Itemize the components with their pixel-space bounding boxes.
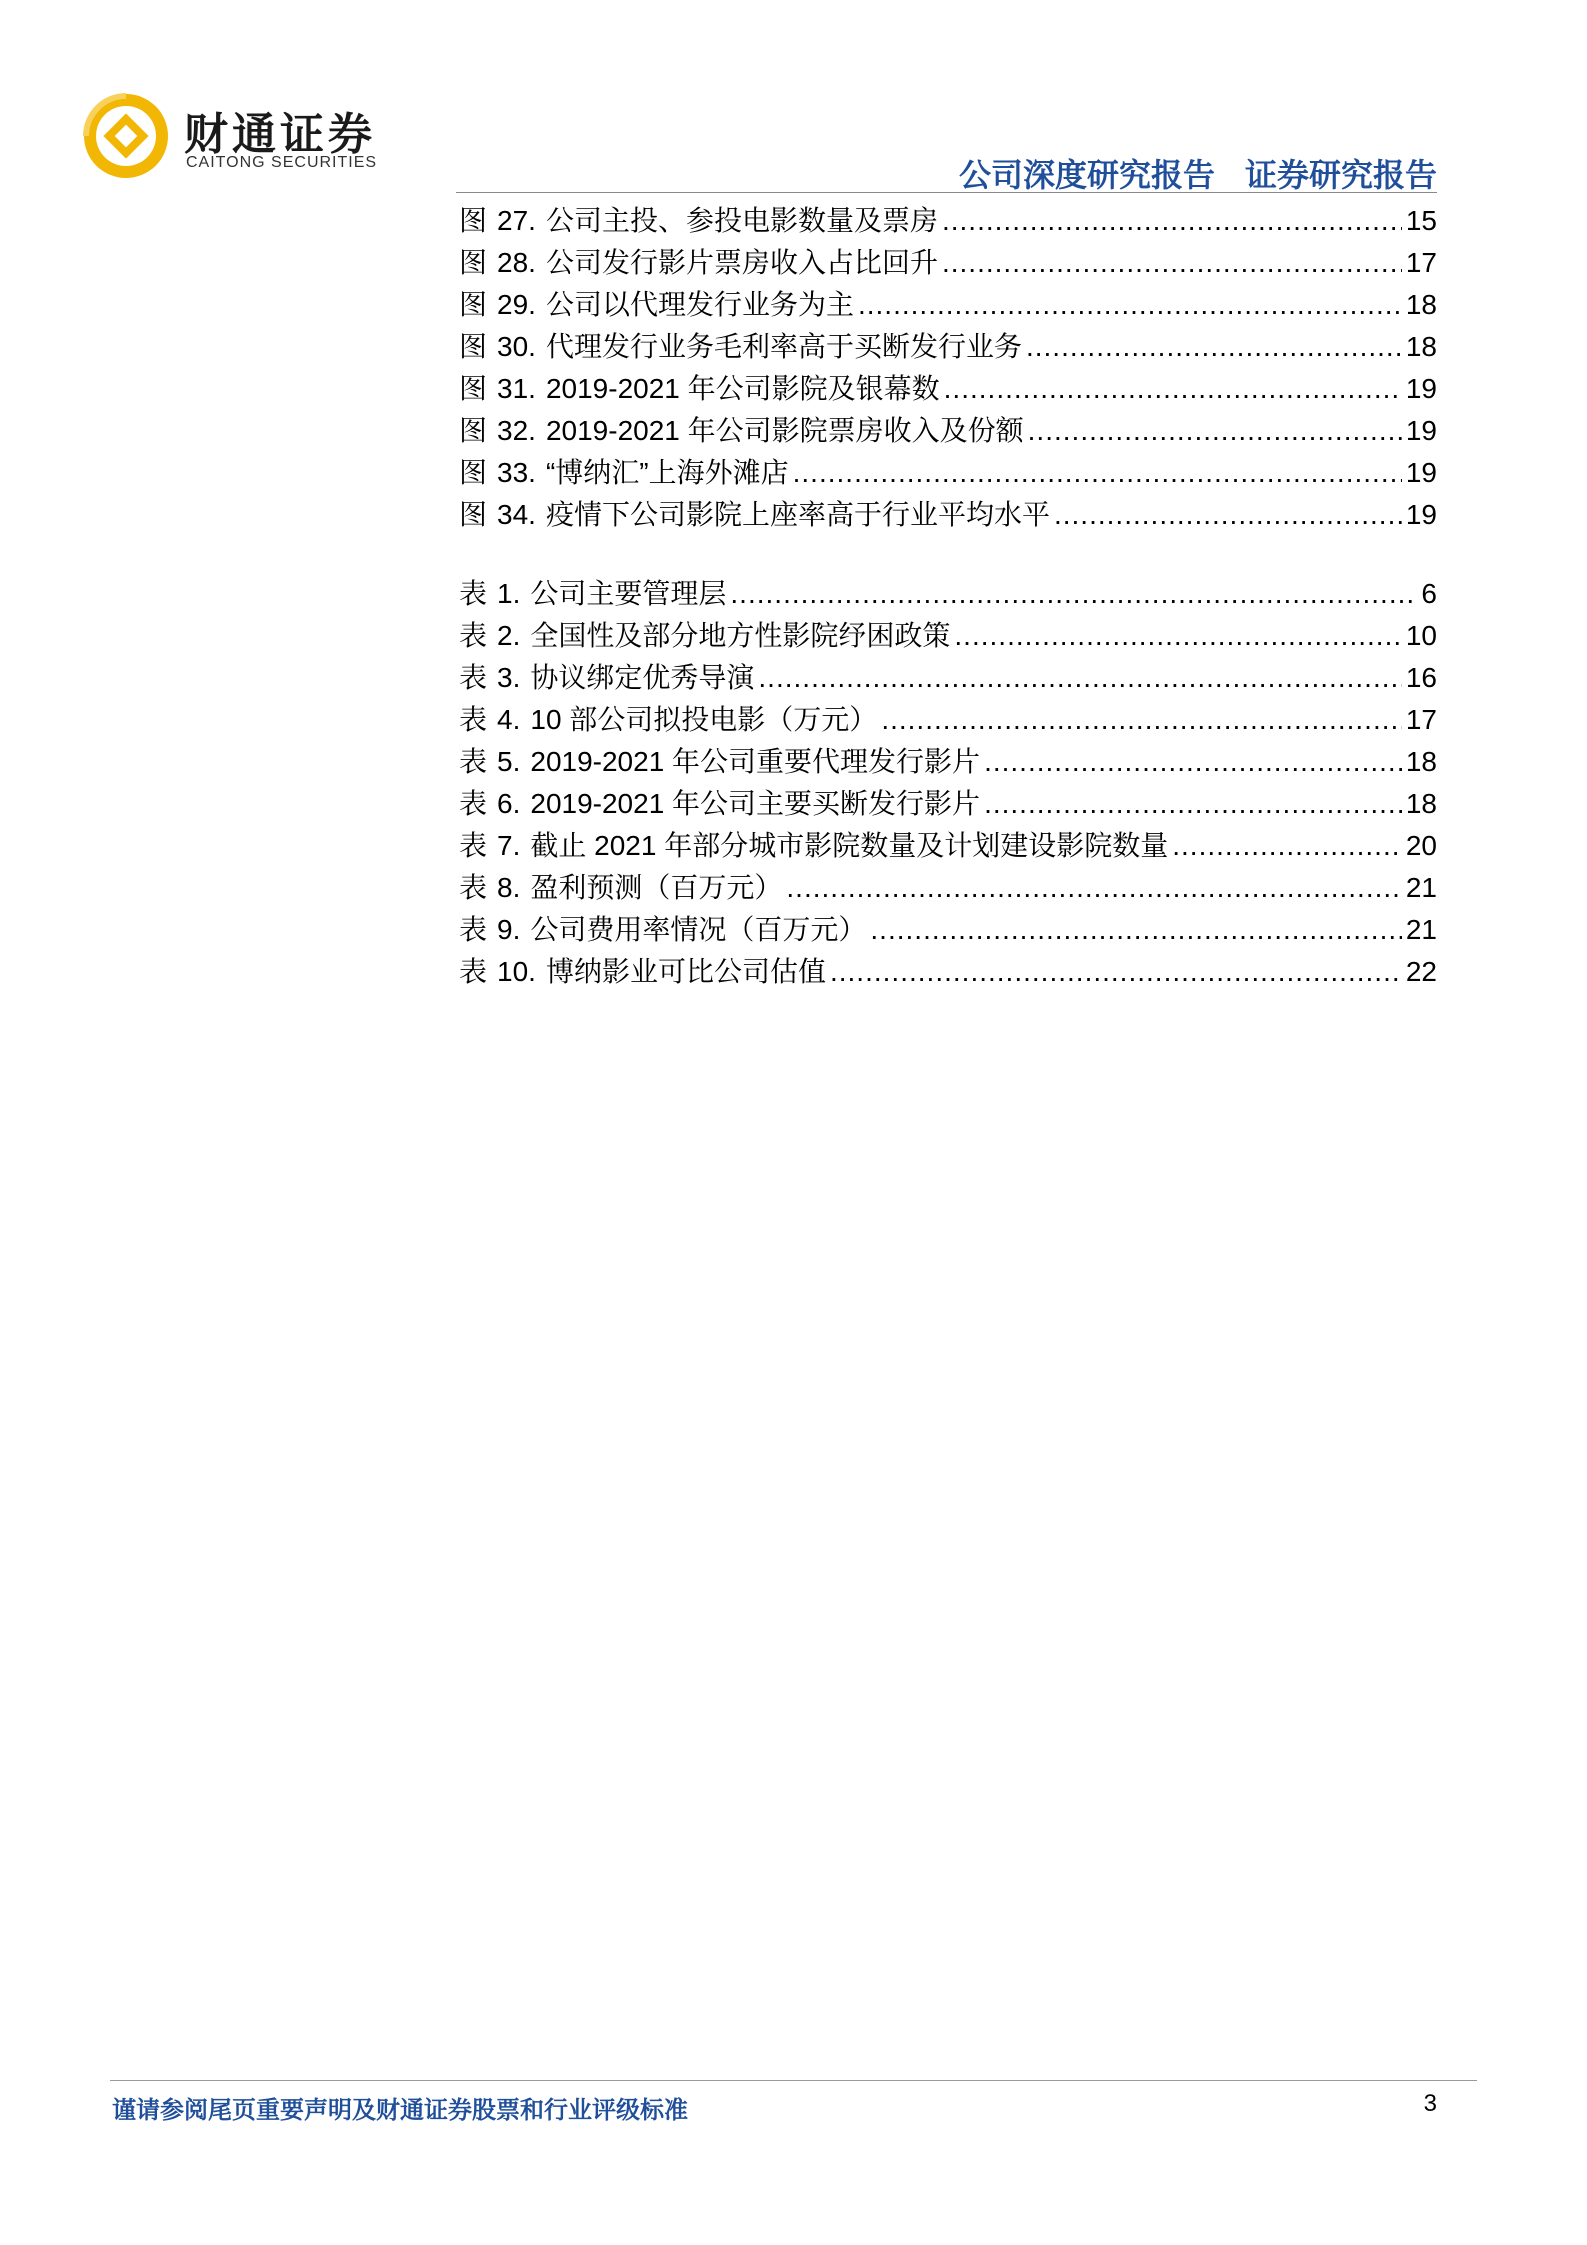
toc-entry-prefix: 图 bbox=[459, 247, 488, 278]
toc-entry-number: 10. bbox=[497, 956, 536, 987]
toc-entry-number: 27. bbox=[497, 205, 536, 236]
logo-chinese-name: 财通证券 bbox=[184, 110, 376, 159]
toc-entry-prefix: 表 bbox=[459, 872, 488, 903]
toc-entry-label bbox=[459, 951, 826, 993]
toc-entry-label bbox=[459, 867, 782, 909]
table-toc-entry[interactable] bbox=[459, 951, 1437, 993]
toc-leader-dots bbox=[758, 657, 1401, 699]
toc-entry-title: 协议绑定优秀导演 bbox=[530, 662, 755, 693]
logo-english-name: CAITONG SECURITIES bbox=[186, 154, 378, 171]
toc-entry-title: 公司主投、参投电影数量及票房 bbox=[545, 205, 938, 236]
toc-leader-dots bbox=[942, 242, 1402, 284]
toc-entry-label bbox=[459, 909, 866, 951]
toc-entry-label bbox=[459, 825, 1168, 867]
toc-entry-page: 17 bbox=[1405, 247, 1437, 278]
toc-entry-title: 公司发行影片票房收入占比回升 bbox=[545, 247, 938, 278]
toc-leader-dots bbox=[1172, 825, 1402, 867]
toc-entry-prefix: 表 bbox=[459, 956, 488, 987]
toc-entry-label bbox=[459, 284, 854, 326]
toc-entry-prefix: 图 bbox=[459, 289, 488, 320]
toc-entry-title: 2019-2021 年公司重要代理发行影片 bbox=[530, 746, 981, 777]
toc-entry-label bbox=[459, 699, 877, 741]
toc-entry-label bbox=[459, 452, 789, 494]
toc-entry-number: 6. bbox=[497, 788, 521, 819]
toc-entry-prefix: 表 bbox=[459, 914, 488, 945]
toc-entry-title: 盈利预测（百万元） bbox=[530, 872, 783, 903]
toc-leader-dots bbox=[942, 200, 1402, 242]
toc-entry-page: 19 bbox=[1405, 457, 1437, 488]
toc-entry-prefix: 表 bbox=[459, 662, 488, 693]
table-toc-entry[interactable] bbox=[459, 657, 1437, 699]
toc-entry-prefix: 表 bbox=[459, 830, 488, 861]
toc-entry-title: 疫情下公司影院上座率高于行业平均水平 bbox=[545, 499, 1050, 530]
toc-entry-title: 10 部公司拟投电影（万元） bbox=[530, 704, 878, 735]
table-toc-entry[interactable] bbox=[459, 783, 1437, 825]
caitong-logo-icon bbox=[80, 90, 172, 182]
toc-entry-label bbox=[459, 494, 1050, 536]
toc-leader-dots bbox=[954, 615, 1401, 657]
toc-entry-number: 29. bbox=[497, 289, 536, 320]
footer-divider bbox=[110, 2080, 1477, 2081]
toc-leader-dots bbox=[881, 699, 1402, 741]
toc-entry-page: 19 bbox=[1405, 415, 1437, 446]
toc-entry-title: “博纳汇”上海外滩店 bbox=[545, 457, 789, 488]
table-toc-entry[interactable] bbox=[459, 573, 1437, 615]
toc-entry-page: 10 bbox=[1405, 620, 1437, 651]
toc-entry-prefix: 表 bbox=[459, 620, 488, 651]
toc-entry-page: 20 bbox=[1405, 830, 1437, 861]
toc-entry-title: 代理发行业务毛利率高于买断发行业务 bbox=[545, 331, 1022, 362]
figure-toc-entry[interactable] bbox=[459, 200, 1437, 242]
figure-toc-entry[interactable] bbox=[459, 368, 1437, 410]
toc-leader-dots bbox=[944, 368, 1402, 410]
toc-entry-prefix: 表 bbox=[459, 746, 488, 777]
toc-entry-prefix: 图 bbox=[459, 373, 488, 404]
toc-entry-number: 28. bbox=[497, 247, 536, 278]
toc-entry-title: 公司费用率情况（百万元） bbox=[530, 914, 867, 945]
toc-entry-label bbox=[459, 615, 950, 657]
toc-entry-page: 21 bbox=[1405, 914, 1437, 945]
toc-entry-page: 19 bbox=[1405, 373, 1437, 404]
toc-entry-label bbox=[459, 410, 1024, 452]
toc-entry-title: 全国性及部分地方性影院纾困政策 bbox=[530, 620, 951, 651]
toc-entry-prefix: 表 bbox=[459, 578, 488, 609]
toc-entry-label bbox=[459, 657, 754, 699]
toc-entry-label bbox=[459, 242, 938, 284]
toc-entry-prefix: 图 bbox=[459, 457, 488, 488]
toc-entry-page: 16 bbox=[1405, 662, 1437, 693]
toc-entry-page: 19 bbox=[1405, 499, 1437, 530]
toc-entry-prefix: 表 bbox=[459, 788, 488, 819]
figure-toc-entry[interactable] bbox=[459, 326, 1437, 368]
figure-toc-entry[interactable] bbox=[459, 242, 1437, 284]
toc-entry-title: 2019-2021 年公司影院票房收入及份额 bbox=[545, 415, 1024, 446]
toc-entry-page: 21 bbox=[1405, 872, 1437, 903]
toc-entry-page: 18 bbox=[1405, 788, 1437, 819]
table-toc-entry[interactable] bbox=[459, 615, 1437, 657]
toc-entry-label bbox=[459, 783, 980, 825]
toc-leader-dots bbox=[870, 909, 1401, 951]
toc-leader-dots bbox=[830, 951, 1402, 993]
toc-entry-number: 32. bbox=[497, 415, 536, 446]
toc-leader-dots bbox=[1028, 410, 1402, 452]
toc-entry-number: 5. bbox=[497, 746, 521, 777]
toc-entry-title: 截止 2021 年部分城市影院数量及计划建设影院数量 bbox=[530, 830, 1169, 861]
company-logo bbox=[80, 90, 400, 190]
toc-entry-title: 公司以代理发行业务为主 bbox=[545, 289, 854, 320]
toc-entry-page: 18 bbox=[1405, 746, 1437, 777]
toc-entry-page: 22 bbox=[1405, 956, 1437, 987]
toc-entry-page: 15 bbox=[1405, 205, 1437, 236]
table-toc-entry[interactable] bbox=[459, 699, 1437, 741]
toc-entry-prefix: 表 bbox=[459, 704, 488, 735]
toc-entry-label bbox=[459, 573, 726, 615]
table-toc-entry[interactable] bbox=[459, 741, 1437, 783]
disclaimer-note: 谨请参阅尾页重要声明及财通证券股票和行业评级标准 bbox=[112, 2097, 688, 2124]
toc-entry-number: 1. bbox=[497, 578, 521, 609]
toc-leader-dots bbox=[858, 284, 1402, 326]
toc-entry-number: 2. bbox=[497, 620, 521, 651]
toc-leader-dots bbox=[984, 741, 1402, 783]
toc-entry-page: 18 bbox=[1405, 289, 1437, 320]
page-number: 3 bbox=[1423, 2090, 1437, 2117]
toc-entry-prefix: 图 bbox=[459, 499, 488, 530]
toc-entry-label bbox=[459, 200, 938, 242]
toc-leader-dots bbox=[1026, 326, 1402, 368]
table-toc-entry[interactable] bbox=[459, 909, 1437, 951]
figure-index bbox=[459, 200, 1437, 536]
toc-entry-number: 3. bbox=[497, 662, 521, 693]
toc-entry-number: 8. bbox=[497, 872, 521, 903]
figure-toc-entry[interactable] bbox=[459, 452, 1437, 494]
toc-entry-number: 7. bbox=[497, 830, 521, 861]
toc-entry-number: 31. bbox=[497, 373, 536, 404]
report-type-label: 公司深度研究报告 bbox=[958, 157, 1215, 193]
toc-entry-title: 2019-2021 年公司影院及银幕数 bbox=[545, 373, 940, 404]
toc-entry-title: 公司主要管理层 bbox=[530, 578, 727, 609]
toc-entry-prefix: 图 bbox=[459, 331, 488, 362]
toc-entry-prefix: 图 bbox=[459, 415, 488, 446]
figure-toc-entry[interactable] bbox=[459, 284, 1437, 326]
toc-entry-label bbox=[459, 741, 980, 783]
toc-entry-prefix: 图 bbox=[459, 205, 488, 236]
toc-entry-number: 33. bbox=[497, 457, 536, 488]
report-category-label: 证券研究报告 bbox=[1244, 157, 1437, 193]
toc-entry-number: 34. bbox=[497, 499, 536, 530]
figure-toc-entry[interactable] bbox=[459, 494, 1437, 536]
toc-entry-title: 博纳影业可比公司估值 bbox=[545, 956, 826, 987]
toc-entry-page: 6 bbox=[1421, 578, 1437, 609]
toc-entry-page: 17 bbox=[1405, 704, 1437, 735]
header-divider bbox=[456, 192, 1437, 193]
table-toc-entry[interactable] bbox=[459, 867, 1437, 909]
table-toc-entry[interactable] bbox=[459, 825, 1437, 867]
figure-toc-entry[interactable] bbox=[459, 410, 1437, 452]
toc-leader-dots bbox=[730, 573, 1417, 615]
table-index bbox=[459, 573, 1437, 993]
report-type-header bbox=[959, 150, 1437, 196]
toc-entry-number: 4. bbox=[497, 704, 521, 735]
toc-leader-dots bbox=[793, 452, 1402, 494]
toc-leader-dots bbox=[1054, 494, 1402, 536]
toc-entry-page: 18 bbox=[1405, 331, 1437, 362]
toc-entry-number: 9. bbox=[497, 914, 521, 945]
toc-entry-label bbox=[459, 368, 940, 410]
toc-leader-dots bbox=[984, 783, 1402, 825]
toc-leader-dots bbox=[786, 867, 1401, 909]
toc-entry-label bbox=[459, 326, 1022, 368]
toc-entry-number: 30. bbox=[497, 331, 536, 362]
toc-entry-title: 2019-2021 年公司主要买断发行影片 bbox=[530, 788, 981, 819]
